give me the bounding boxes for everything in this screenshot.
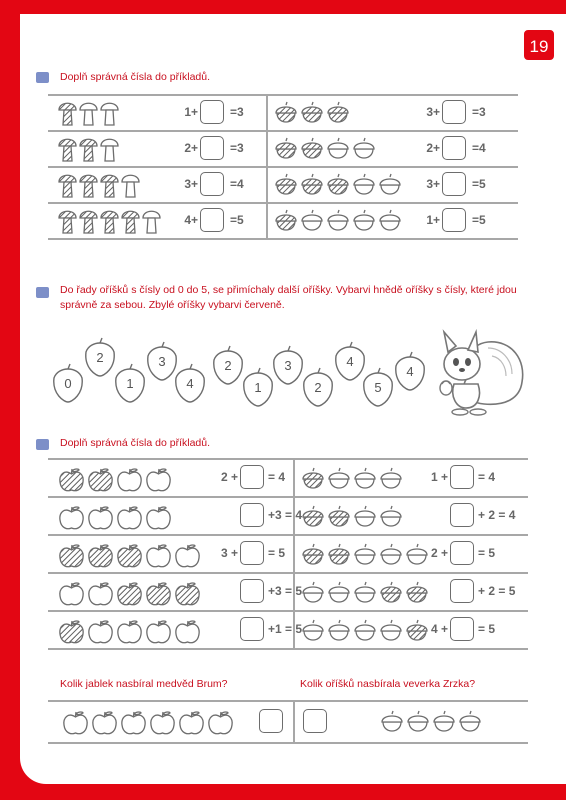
picture-group — [301, 615, 431, 645]
apple-icon — [87, 505, 114, 531]
acorn-icon — [352, 173, 376, 199]
acorn-striped-icon — [274, 209, 298, 235]
apple-icon — [174, 543, 201, 569]
acorn-icon — [301, 581, 325, 607]
row-divider — [48, 700, 528, 702]
answer-box[interactable] — [240, 465, 264, 489]
apple-icon — [58, 505, 85, 531]
picture-group — [301, 501, 405, 531]
equation-suffix: =3 — [230, 141, 244, 155]
equation-suffix: =5 — [230, 213, 244, 227]
answer-box[interactable] — [240, 579, 264, 603]
answer-box[interactable] — [240, 503, 264, 527]
picture-group — [274, 207, 404, 235]
nut-number: 3 — [284, 358, 292, 373]
numbered-nut[interactable] — [364, 368, 392, 406]
equation-suffix: = 4 — [268, 470, 286, 484]
acorn-icon — [379, 543, 403, 569]
acorn-icon — [458, 710, 482, 736]
mushroom-striped-icon — [121, 207, 140, 235]
numbered-nuts-row — [50, 330, 430, 410]
acorn-icon — [353, 505, 377, 531]
exercise-bullet-icon — [36, 72, 49, 83]
numbered-nut[interactable] — [116, 364, 144, 402]
question-nuts: Kolik oříšků nasbírala veverka Zrzka? — [300, 678, 476, 690]
row-divider — [48, 496, 528, 498]
row-divider — [48, 94, 518, 96]
answer-box[interactable] — [450, 541, 474, 565]
mushroom-icon — [100, 135, 119, 163]
answer-box[interactable] — [442, 136, 466, 160]
nut-number: 3 — [158, 354, 166, 369]
picture-group — [58, 577, 203, 607]
acorn-icon — [300, 209, 324, 235]
mushroom-striped-icon — [58, 207, 77, 235]
row-divider — [48, 572, 528, 574]
numbered-nut[interactable] — [86, 338, 114, 376]
apple-icon — [62, 710, 89, 736]
answer-box[interactable] — [240, 617, 264, 641]
picture-group — [58, 207, 163, 235]
apple-icon — [145, 467, 172, 493]
acorn-icon — [352, 209, 376, 235]
equation-suffix: +1 = 5 — [268, 622, 303, 636]
acorn-striped-icon — [274, 137, 298, 163]
equation-suffix: =4 — [230, 177, 244, 191]
answer-box[interactable] — [442, 172, 466, 196]
equation-suffix: =3 — [472, 105, 486, 119]
equation-prefix: 1 + — [430, 470, 448, 484]
equation-prefix: 4 + — [430, 622, 448, 636]
row-divider — [48, 458, 528, 460]
picture-group — [58, 501, 174, 531]
exercise-bullet-icon — [36, 287, 49, 298]
mushroom-icon — [100, 99, 119, 127]
mushroom-icon — [121, 171, 140, 199]
apple-icon — [58, 581, 85, 607]
equation-suffix: +3 = 4 — [268, 508, 303, 522]
acorn-icon — [353, 619, 377, 645]
equation-suffix: + 2 = 4 — [478, 508, 516, 522]
equation-prefix: 1+ — [184, 105, 198, 119]
picture-group — [301, 577, 431, 607]
mushroom-striped-icon — [100, 207, 119, 235]
nut-number: 4 — [346, 354, 354, 369]
section1-instruction: Doplň správná čísla do příkladů. — [60, 71, 210, 83]
acorn-icon — [379, 505, 403, 531]
acorn-icon — [378, 209, 402, 235]
apple-striped-icon — [116, 581, 143, 607]
apple-icon — [207, 710, 234, 736]
numbered-nut[interactable] — [396, 352, 424, 390]
acorn-icon — [326, 209, 350, 235]
picture-group — [58, 171, 142, 199]
numbered-nut[interactable] — [244, 368, 272, 406]
answer-box[interactable] — [200, 136, 224, 160]
acorn-striped-icon — [300, 101, 324, 127]
column-divider — [293, 700, 295, 742]
acorn-icon — [352, 137, 376, 163]
numbered-nut[interactable] — [304, 368, 332, 406]
nut-number: 5 — [374, 380, 382, 395]
acorn-icon — [380, 710, 404, 736]
acorn-icon — [406, 710, 430, 736]
numbered-nut[interactable] — [336, 342, 364, 380]
nuts-answer-box[interactable] — [303, 709, 327, 733]
question-apples: Kolik jablek nasbíral medvěd Brum? — [60, 678, 228, 690]
apple-icon — [116, 619, 143, 645]
apple-icon — [87, 581, 114, 607]
nut-number: 4 — [406, 364, 414, 379]
acorn-icon — [301, 619, 325, 645]
apple-striped-icon — [87, 543, 114, 569]
equation-prefix: 3+ — [184, 177, 198, 191]
equation-prefix: 3 + — [220, 546, 238, 560]
picture-group — [58, 463, 174, 493]
acorn-icon — [378, 173, 402, 199]
apple-icon — [116, 467, 143, 493]
section3-instruction: Doplň správná čísla do příkladů. — [60, 437, 210, 449]
apple-icon — [91, 710, 118, 736]
acorn-striped-icon — [301, 543, 325, 569]
apple-striped-icon — [58, 619, 85, 645]
mushroom-striped-icon — [79, 171, 98, 199]
row-divider — [48, 166, 518, 168]
row-divider — [48, 610, 528, 612]
acorn-icon — [353, 543, 377, 569]
row-divider — [48, 130, 518, 132]
row-divider — [48, 742, 528, 744]
column-divider — [266, 94, 268, 238]
picture-group — [274, 171, 404, 199]
acorn-striped-icon — [405, 581, 429, 607]
picture-group — [301, 539, 431, 569]
answer-box[interactable] — [450, 579, 474, 603]
apple-striped-icon — [87, 467, 114, 493]
acorns-group — [380, 708, 484, 736]
answer-box[interactable] — [442, 100, 466, 124]
answer-box[interactable] — [200, 208, 224, 232]
acorn-striped-icon — [379, 581, 403, 607]
apples-group — [62, 708, 236, 736]
equation-suffix: =5 — [472, 177, 486, 191]
row-divider — [48, 238, 518, 240]
equation-suffix: = 5 — [478, 622, 496, 636]
section2-instruction-line2: správně za sebou. Zbylé oříšky vybarvi červeně. — [60, 299, 285, 311]
acorn-icon — [379, 467, 403, 493]
acorn-icon — [326, 137, 350, 163]
section2-instruction-line1: Do řady oříšků s čísly od 0 do 5, se přimíchaly další oříšky. Vybarvi hnědě oříšky s čísly, které jdou — [60, 284, 517, 296]
apple-icon — [149, 710, 176, 736]
nut-number: 1 — [126, 376, 134, 391]
picture-group — [58, 135, 121, 163]
answer-box[interactable] — [200, 172, 224, 196]
numbered-nut[interactable] — [54, 364, 82, 402]
answer-box[interactable] — [450, 465, 474, 489]
acorn-icon — [432, 710, 456, 736]
apple-icon — [178, 710, 205, 736]
mushroom-striped-icon — [58, 135, 77, 163]
apple-striped-icon — [58, 467, 85, 493]
acorn-icon — [353, 467, 377, 493]
equation-prefix: 2+ — [426, 141, 440, 155]
acorn-icon — [327, 619, 351, 645]
mushroom-icon — [142, 207, 161, 235]
equation-prefix: 2 + — [220, 470, 238, 484]
apple-icon — [174, 619, 201, 645]
picture-group — [274, 99, 352, 127]
row-divider — [48, 648, 528, 650]
apple-striped-icon — [116, 543, 143, 569]
nut-number: 2 — [224, 358, 232, 373]
answer-box[interactable] — [450, 617, 474, 641]
equation-suffix: +3 = 5 — [268, 584, 303, 598]
acorn-icon — [353, 581, 377, 607]
row-divider — [48, 202, 518, 204]
nut-number: 4 — [186, 376, 194, 391]
mushroom-striped-icon — [58, 99, 77, 127]
equation-suffix: = 4 — [478, 470, 496, 484]
equation-prefix: 2 + — [430, 546, 448, 560]
equation-prefix: 1+ — [426, 213, 440, 227]
apple-icon — [145, 619, 172, 645]
apple-icon — [145, 543, 172, 569]
numbered-nut[interactable] — [274, 346, 302, 384]
picture-group — [274, 135, 378, 163]
column-divider — [293, 458, 295, 648]
acorn-striped-icon — [301, 505, 325, 531]
equation-prefix: 4+ — [184, 213, 198, 227]
page-number: 19 — [522, 28, 556, 62]
numbered-nut[interactable] — [148, 342, 176, 380]
apple-icon — [87, 619, 114, 645]
acorn-striped-icon — [300, 173, 324, 199]
acorn-striped-icon — [274, 101, 298, 127]
acorn-icon — [327, 581, 351, 607]
equation-suffix: = 5 — [268, 546, 286, 560]
equation-prefix: 3+ — [426, 177, 440, 191]
picture-group — [58, 615, 203, 645]
picture-group — [301, 463, 405, 493]
acorn-striped-icon — [327, 505, 351, 531]
mushroom-striped-icon — [58, 171, 77, 199]
answer-box[interactable] — [450, 503, 474, 527]
mushroom-striped-icon — [100, 171, 119, 199]
answer-box[interactable] — [200, 100, 224, 124]
nut-number: 1 — [254, 380, 262, 395]
picture-group — [58, 99, 121, 127]
equation-suffix: =4 — [472, 141, 486, 155]
apple-striped-icon — [145, 581, 172, 607]
apple-icon — [145, 505, 172, 531]
acorn-striped-icon — [327, 543, 351, 569]
equation-suffix: =5 — [472, 213, 486, 227]
apple-icon — [116, 505, 143, 531]
exercise-bullet-icon — [36, 439, 49, 450]
mushroom-striped-icon — [79, 135, 98, 163]
nut-number: 2 — [314, 380, 322, 395]
row-divider — [48, 534, 528, 536]
equation-suffix: = 5 — [478, 546, 496, 560]
answer-box[interactable] — [240, 541, 264, 565]
acorn-striped-icon — [326, 173, 350, 199]
nut-number: 2 — [96, 350, 104, 365]
answer-box[interactable] — [442, 208, 466, 232]
acorn-striped-icon — [300, 137, 324, 163]
squirrel-illustration — [432, 326, 528, 416]
equation-prefix: 2+ — [184, 141, 198, 155]
acorn-icon — [379, 619, 403, 645]
acorn-striped-icon — [326, 101, 350, 127]
acorn-striped-icon — [274, 173, 298, 199]
mushroom-striped-icon — [79, 207, 98, 235]
equation-prefix: 3+ — [426, 105, 440, 119]
equation-suffix: + 2 = 5 — [478, 584, 516, 598]
numbered-nut[interactable] — [214, 346, 242, 384]
nut-number: 0 — [64, 376, 72, 391]
apple-icon — [120, 710, 147, 736]
apples-answer-box[interactable] — [259, 709, 283, 733]
numbered-nut[interactable] — [176, 364, 204, 402]
apple-striped-icon — [58, 543, 85, 569]
equation-suffix: =3 — [230, 105, 244, 119]
acorn-striped-icon — [301, 467, 325, 493]
picture-group — [58, 539, 203, 569]
mushroom-icon — [79, 99, 98, 127]
acorn-icon — [327, 467, 351, 493]
apple-striped-icon — [174, 581, 201, 607]
